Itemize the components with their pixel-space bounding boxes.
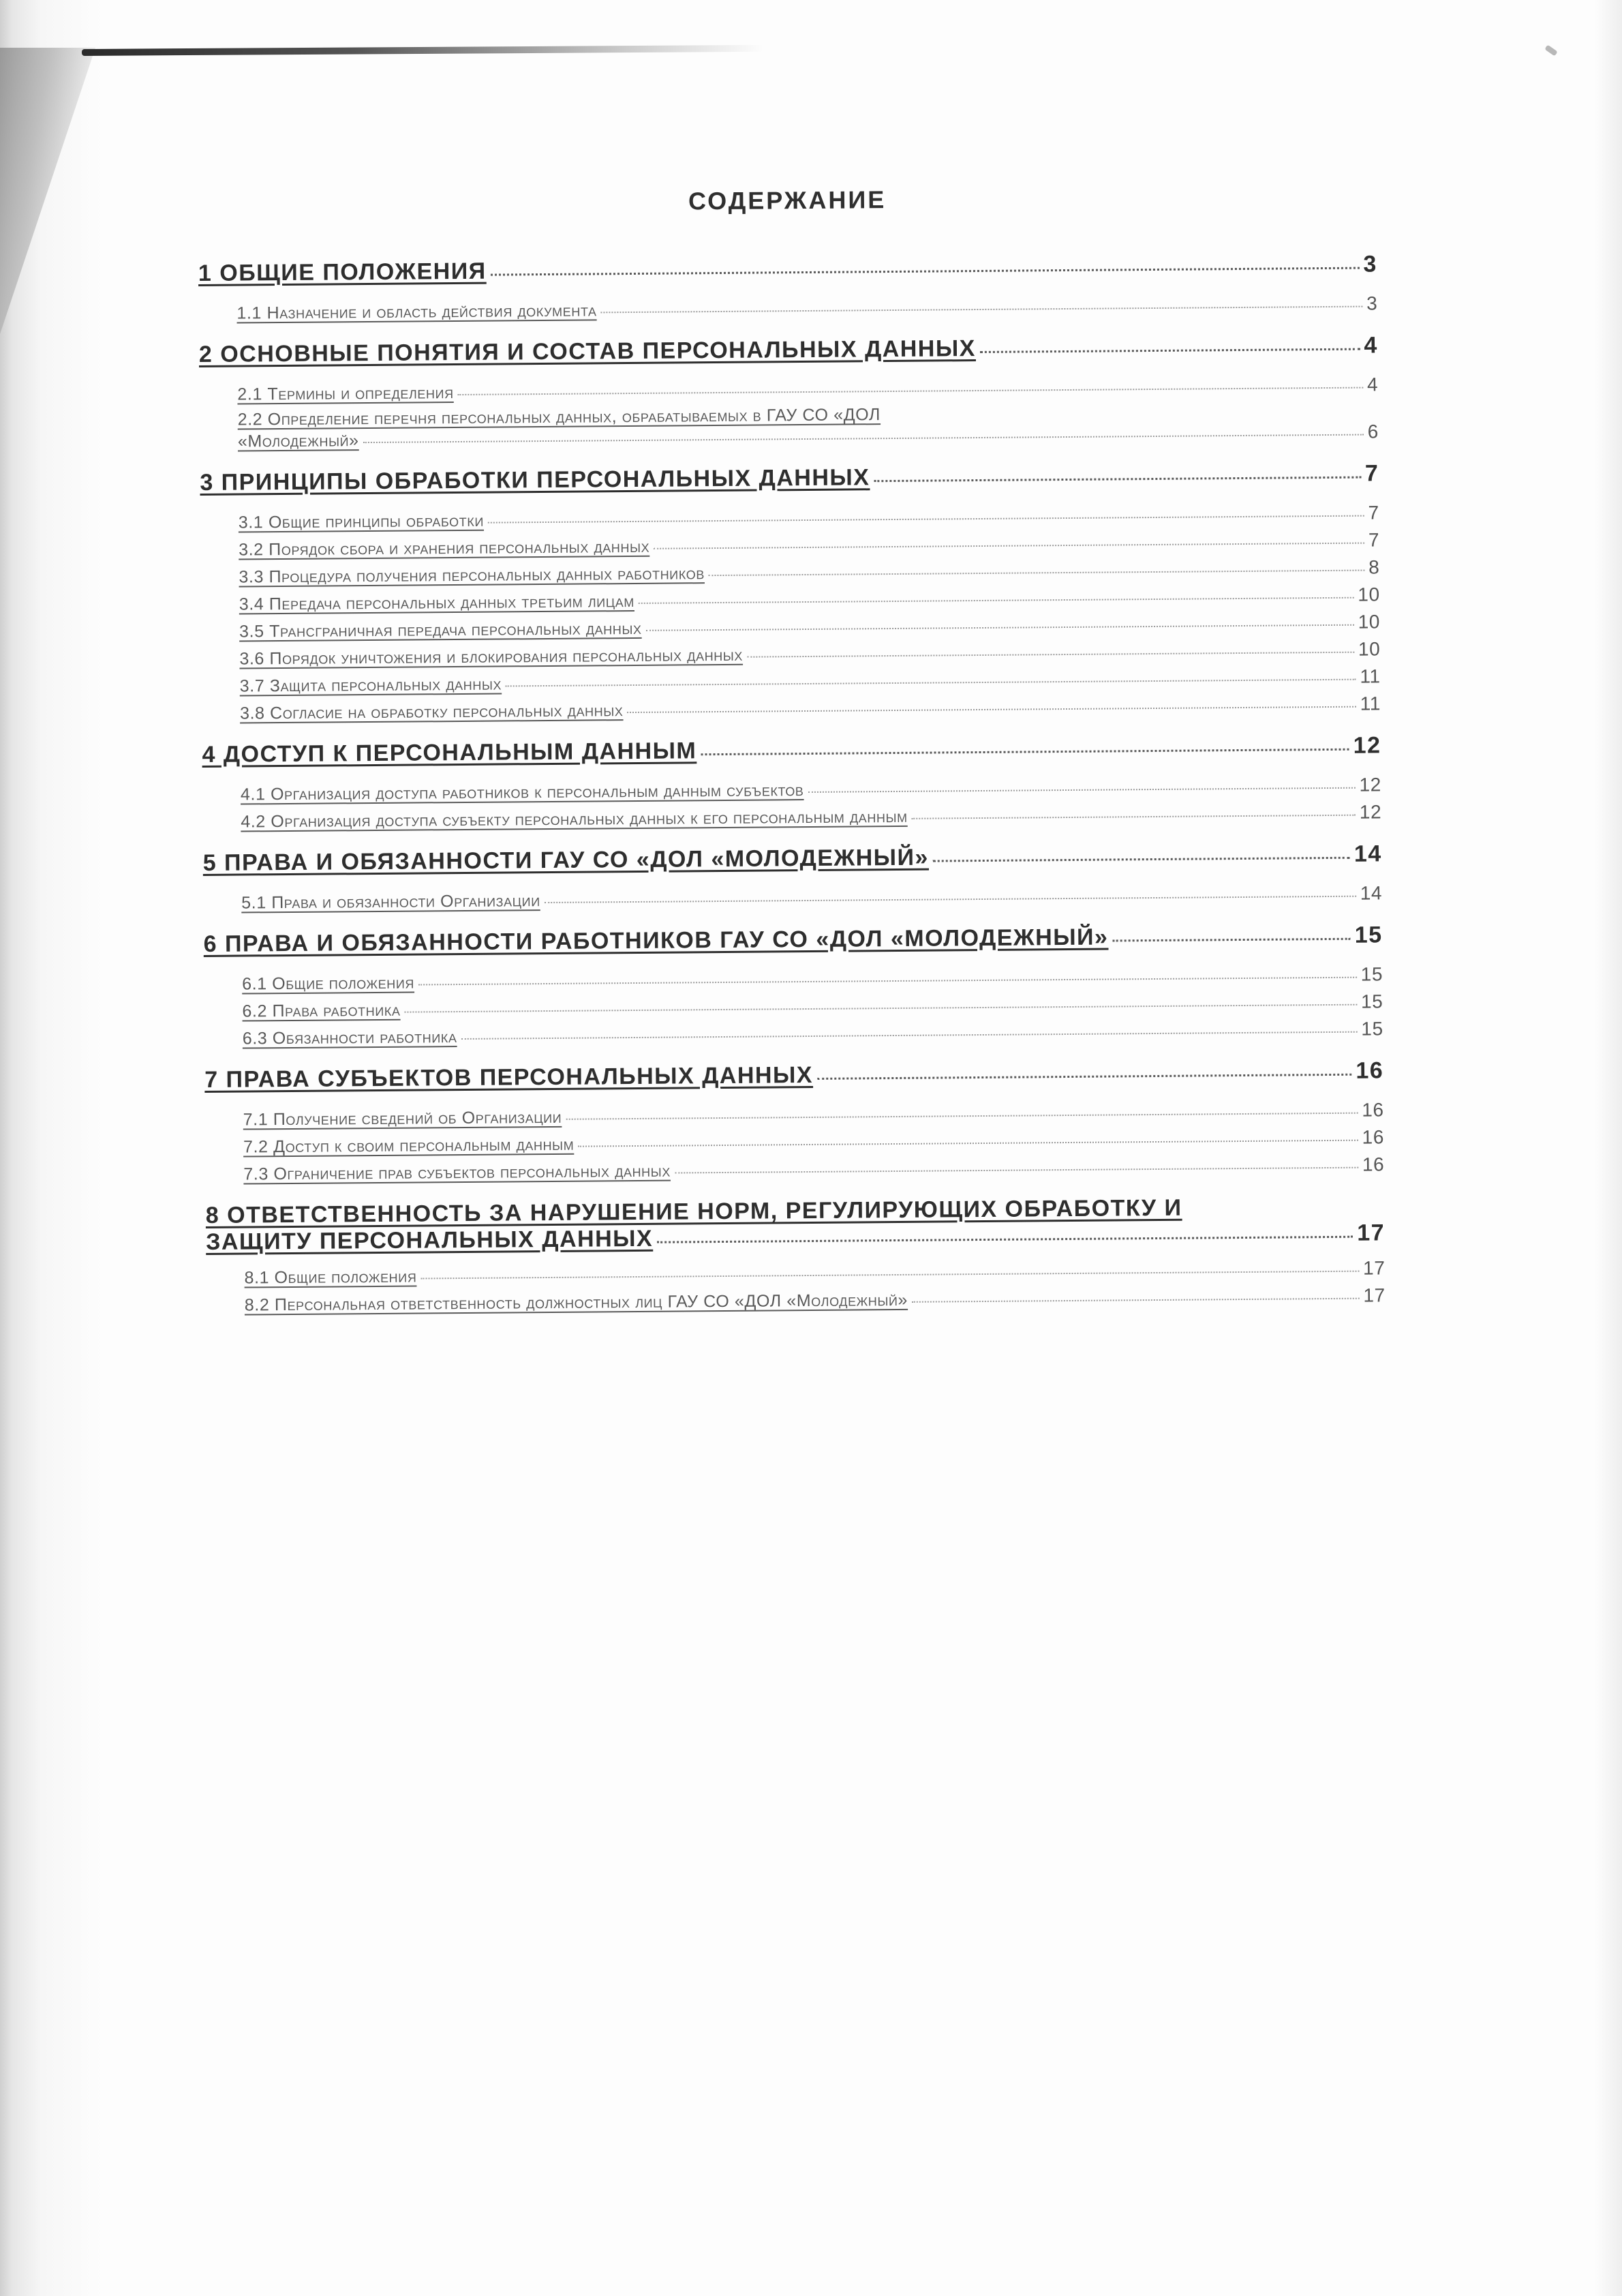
toc-subsection-3-1[interactable] <box>200 502 1379 533</box>
toc-subsection-3-4[interactable] <box>201 584 1380 615</box>
toc-page-number: 4 <box>1364 332 1378 359</box>
toc-subsection-3-6[interactable] <box>201 638 1380 669</box>
toc-page-number: 14 <box>1360 882 1383 904</box>
toc-subsection-3-3[interactable] <box>200 556 1379 588</box>
toc-page-number: 3 <box>1363 251 1378 277</box>
toc-subsection-label: 3.8 Согласие на обработку персональных данных <box>239 701 624 723</box>
toc-section-4[interactable] <box>202 732 1381 768</box>
toc-page-number: 12 <box>1359 774 1382 796</box>
dot-leader <box>657 1236 1353 1243</box>
dot-leader <box>747 652 1354 658</box>
toc-subsection-2-2[interactable] <box>200 401 1379 452</box>
dot-leader <box>874 477 1361 483</box>
toc-page-number: 15 <box>1354 922 1383 948</box>
toc-page-number: 17 <box>1362 1257 1386 1279</box>
toc-subsection-label: 2.1 Термины и определения <box>237 383 454 404</box>
toc-subsection-label: 3.1 Общие принципы обработки <box>238 511 485 532</box>
toc-page-number: 15 <box>1361 1018 1383 1040</box>
toc-subsection-label: 2.2 Определение перечня персональных данных, обрабатываемых в ГАУ СО «ДОЛ <box>237 405 881 429</box>
dot-leader <box>627 706 1356 713</box>
toc-page-number: 15 <box>1360 963 1383 985</box>
dot-leader <box>488 515 1364 524</box>
toc-page-number: 7 <box>1364 460 1379 487</box>
scan-top-edge <box>82 45 763 56</box>
dot-leader <box>566 1113 1358 1120</box>
toc-page-number: 7 <box>1368 502 1379 524</box>
toc-subsection-label-continued: «Молодежный» <box>237 431 359 451</box>
toc-subsection-3-2[interactable] <box>200 529 1379 560</box>
scan-speck <box>1544 45 1557 57</box>
dot-leader <box>654 543 1364 549</box>
toc-page-number: 15 <box>1360 991 1383 1012</box>
toc-section-2[interactable] <box>199 332 1378 368</box>
dot-leader <box>363 434 1364 444</box>
toc-subsection-label: 1.1 Назначение и область действия документа <box>236 301 597 323</box>
toc-section-label: 8 ОТВЕТСТВЕННОСТЬ ЗА НАРУШЕНИЕ НОРМ, РЕГУЛИРУЮЩИХ ОБРАБОТКУ И <box>205 1194 1182 1228</box>
toc-section-6[interactable] <box>204 922 1383 958</box>
toc-page-number: 16 <box>1362 1126 1385 1148</box>
toc-subsection-label: 7.1 Получение сведений об Организации <box>243 1107 562 1130</box>
toc-page-number: 12 <box>1353 732 1381 759</box>
toc-subsection-label: 6.3 Обязанности работника <box>242 1027 457 1048</box>
toc-section-5[interactable] <box>203 841 1382 877</box>
dot-leader <box>675 1167 1358 1174</box>
dot-leader <box>646 624 1354 631</box>
toc-page-number: 12 <box>1359 801 1382 823</box>
toc-section-label: 7 ПРАВА СУБЪЕКТОВ ПЕРСОНАЛЬНЫХ ДАННЫХ <box>204 1061 814 1093</box>
toc-section-8[interactable] <box>206 1193 1386 1256</box>
toc-subsection-label: 7.3 Ограничение прав субъектов персональных данных <box>243 1161 671 1184</box>
toc-page-number: 4 <box>1366 374 1379 395</box>
toc-section-3[interactable] <box>200 460 1379 496</box>
toc-subsection-4-1[interactable] <box>202 774 1381 805</box>
toc-subsection-label: 4.1 Организация доступа работников к персональным данным субъектов <box>240 781 804 804</box>
toc-page-number: 10 <box>1358 584 1380 605</box>
toc-subsection-label: 8.1 Общие положения <box>244 1267 417 1288</box>
dot-leader <box>418 977 1357 986</box>
dot-leader <box>491 267 1360 276</box>
dot-leader <box>458 387 1363 395</box>
dot-leader <box>817 1074 1351 1080</box>
dot-leader <box>808 787 1355 793</box>
toc-subsection-label: 5.1 Права и обязанности Организации <box>241 891 540 913</box>
toc-page-number: 17 <box>1363 1284 1386 1306</box>
toc-subsection-label: 3.6 Порядок уничтожения и блокирования персональных данных <box>239 645 744 669</box>
toc-subsection-label: 6.1 Общие положения <box>242 973 415 994</box>
toc-page-number: 6 <box>1367 421 1379 442</box>
scan-shadow <box>0 0 102 2296</box>
toc-section-label: 6 ПРАВА И ОБЯЗАННОСТИ РАБОТНИКОВ ГАУ СО «ДОЛ «МОЛОДЕЖНЫЙ» <box>203 924 1109 957</box>
toc-section-7[interactable] <box>204 1057 1383 1093</box>
toc-title: СОДЕРЖАНИЕ <box>688 185 887 215</box>
toc-page-number: 16 <box>1362 1153 1385 1175</box>
toc-subsection-7-3[interactable] <box>205 1153 1384 1185</box>
toc-subsection-3-7[interactable] <box>202 665 1381 697</box>
toc-section-label: 2 ОСНОВНЫЕ ПОНЯТИЯ И СОСТАВ ПЕРСОНАЛЬНЫХ ДАННЫХ <box>198 335 976 367</box>
dot-leader <box>709 570 1364 577</box>
toc-page-number: 8 <box>1368 556 1380 578</box>
dot-leader <box>933 857 1350 862</box>
toc-subsection-label: 7.2 Доступ к своим персональным данным <box>243 1134 575 1157</box>
toc-section-label: 3 ПРИНЦИПЫ ОБРАБОТКИ ПЕРСОНАЛЬНЫХ ДАННЫХ <box>200 464 870 496</box>
dot-leader <box>980 348 1360 353</box>
toc-subsection-7-2[interactable] <box>205 1126 1384 1158</box>
toc-section-label: 4 ДОСТУП К ПЕРСОНАЛЬНЫМ ДАННЫМ <box>202 738 697 768</box>
toc-subsection-label: 8.2 Персональная ответственность должностных лиц ГАУ СО «ДОЛ «Молодежный» <box>244 1290 908 1315</box>
toc-subsection-1-1[interactable] <box>198 292 1377 324</box>
toc-subsection-label: 3.4 Передача персональных данных третьим лицам <box>239 591 634 614</box>
toc-subsection-8-1[interactable] <box>206 1257 1385 1288</box>
toc-subsection-label: 3.7 Защита персональных данных <box>239 674 502 696</box>
toc-subsection-5-1[interactable] <box>203 882 1382 913</box>
toc-section-label: 5 ПРАВА И ОБЯЗАННОСТИ ГАУ СО «ДОЛ «МОЛОДЕЖНЫЙ» <box>202 844 930 876</box>
toc-subsection-2-1[interactable] <box>199 374 1378 405</box>
toc-subsection-label: 4.2 Организация доступа субъекту персональных данных к его персональным данным <box>241 806 908 832</box>
table-of-contents <box>198 181 1386 1321</box>
scan-right-edge <box>1595 0 1622 2296</box>
dot-leader <box>420 1271 1359 1280</box>
toc-subsection-label: 3.3 Процедура получения персональных данных работников <box>239 564 705 587</box>
toc-subsection-6-1[interactable] <box>204 963 1383 995</box>
toc-subsection-4-2[interactable] <box>202 801 1381 832</box>
dot-leader <box>405 1004 1358 1013</box>
dot-leader <box>601 306 1363 314</box>
toc-page-number: 10 <box>1358 611 1381 633</box>
dot-leader <box>1112 938 1350 942</box>
dot-leader <box>578 1140 1358 1147</box>
dot-leader <box>506 679 1356 687</box>
toc-section-1[interactable] <box>198 251 1377 287</box>
toc-page-number: 17 <box>1357 1220 1386 1246</box>
toc-page-number: 11 <box>1360 665 1381 687</box>
toc-subsection-3-8[interactable] <box>202 693 1381 724</box>
toc-subsection-7-1[interactable] <box>205 1099 1384 1130</box>
toc-subsection-label: 6.2 Права работника <box>242 1000 401 1021</box>
dot-leader <box>639 597 1353 604</box>
toc-subsection-3-5[interactable] <box>201 611 1380 642</box>
toc-page-number: 14 <box>1353 841 1382 867</box>
toc-subsection-label: 3.2 Порядок сбора и хранения персональных данных <box>239 537 650 560</box>
dot-leader <box>701 749 1349 755</box>
toc-page-number: 16 <box>1356 1057 1384 1084</box>
dot-leader <box>912 1298 1359 1303</box>
toc-page-number: 7 <box>1368 529 1380 551</box>
toc-subsection-label: 3.5 Трансграничная передача персональных данных <box>239 618 642 641</box>
toc-subsection-6-2[interactable] <box>204 991 1383 1022</box>
toc-page-number: 3 <box>1366 292 1378 314</box>
dot-leader <box>912 815 1356 819</box>
toc-section-label-continued: ЗАЩИТУ ПЕРСОНАЛЬНЫХ ДАННЫХ <box>205 1225 654 1255</box>
dot-leader <box>461 1031 1358 1040</box>
toc-subsection-8-2[interactable] <box>206 1284 1386 1316</box>
toc-subsection-6-3[interactable] <box>204 1018 1383 1049</box>
toc-section-label: 1 ОБЩИЕ ПОЛОЖЕНИЯ <box>198 258 487 286</box>
toc-page-number: 10 <box>1358 638 1381 660</box>
dot-leader <box>545 896 1356 903</box>
toc-page-number: 16 <box>1362 1099 1384 1121</box>
toc-page-number: 11 <box>1360 693 1381 714</box>
